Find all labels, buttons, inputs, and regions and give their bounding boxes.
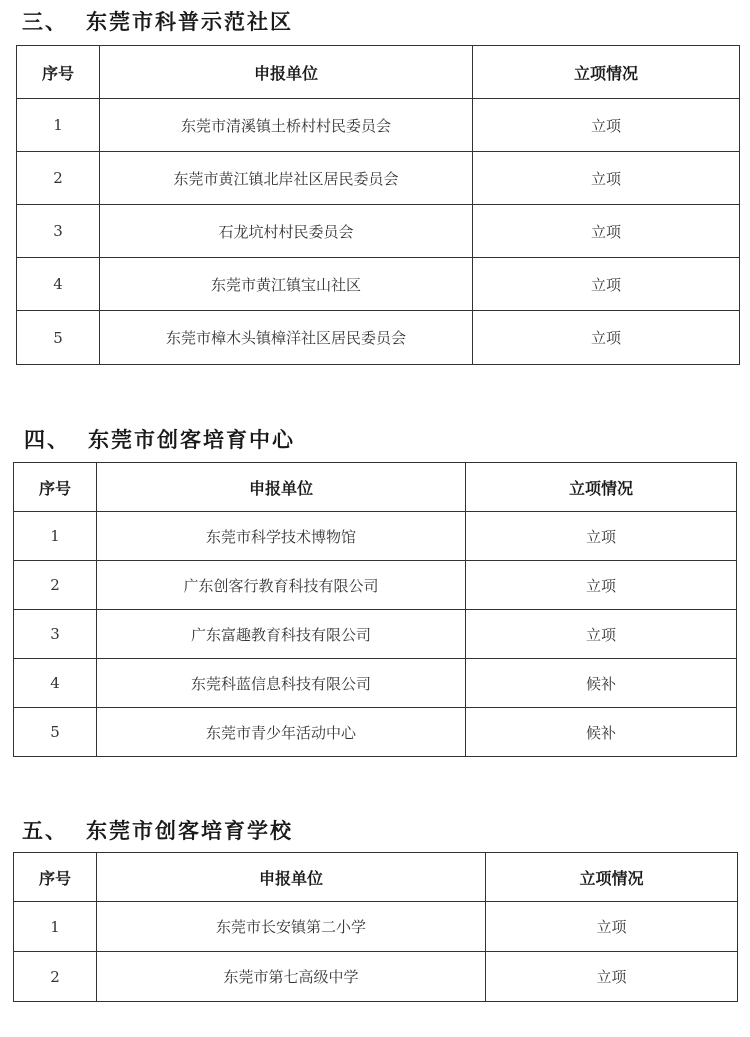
table-header-row bbox=[14, 853, 738, 902]
header-unit: 申报单位 bbox=[97, 853, 486, 902]
table-header-row bbox=[14, 463, 737, 512]
table-maker-school bbox=[13, 852, 738, 1002]
section-title-3 bbox=[22, 6, 293, 36]
row-index: 1 bbox=[17, 99, 100, 152]
row-status: 立项 bbox=[486, 952, 738, 1002]
row-index: 3 bbox=[14, 610, 97, 659]
row-unit: 东莞市长安镇第二小学 bbox=[97, 902, 486, 952]
section-title-5 bbox=[22, 815, 293, 845]
row-index: 1 bbox=[14, 902, 97, 952]
row-status: 立项 bbox=[466, 561, 737, 610]
row-index: 2 bbox=[14, 952, 97, 1002]
row-unit: 东莞市科学技术博物馆 bbox=[97, 512, 466, 561]
table-row bbox=[17, 152, 740, 205]
row-status: 立项 bbox=[473, 99, 740, 152]
row-unit: 东莞市黄江镇宝山社区 bbox=[100, 258, 473, 311]
row-unit: 东莞市青少年活动中心 bbox=[97, 708, 466, 757]
table-row bbox=[14, 708, 737, 757]
table-header-row bbox=[17, 46, 740, 99]
header-status: 立项情况 bbox=[466, 463, 737, 512]
section-number: 五、 bbox=[22, 819, 68, 843]
row-status: 候补 bbox=[466, 708, 737, 757]
row-status: 候补 bbox=[466, 659, 737, 708]
table-row bbox=[14, 610, 737, 659]
row-status: 立项 bbox=[466, 512, 737, 561]
header-unit: 申报单位 bbox=[100, 46, 473, 99]
header-index: 序号 bbox=[14, 853, 97, 902]
row-status: 立项 bbox=[473, 258, 740, 311]
table-row bbox=[14, 902, 738, 952]
row-index: 5 bbox=[17, 311, 100, 365]
table-maker-center bbox=[13, 462, 737, 757]
header-status: 立项情况 bbox=[486, 853, 738, 902]
row-index: 2 bbox=[14, 561, 97, 610]
row-index: 5 bbox=[14, 708, 97, 757]
row-status: 立项 bbox=[486, 902, 738, 952]
section-number: 四、 bbox=[24, 428, 70, 452]
header-status: 立项情况 bbox=[473, 46, 740, 99]
row-index: 3 bbox=[17, 205, 100, 258]
table-row bbox=[14, 952, 738, 1002]
row-unit: 石龙坑村村民委员会 bbox=[100, 205, 473, 258]
header-unit: 申报单位 bbox=[97, 463, 466, 512]
section-title-4 bbox=[24, 424, 295, 454]
table-row bbox=[14, 659, 737, 708]
row-status: 立项 bbox=[473, 205, 740, 258]
row-index: 4 bbox=[14, 659, 97, 708]
row-unit: 广东创客行教育科技有限公司 bbox=[97, 561, 466, 610]
table-row bbox=[17, 258, 740, 311]
section-heading: 东莞市创客培育学校 bbox=[86, 819, 293, 843]
row-unit: 东莞市清溪镇土桥村村民委员会 bbox=[100, 99, 473, 152]
row-index: 4 bbox=[17, 258, 100, 311]
table-science-community bbox=[16, 45, 740, 365]
row-unit: 广东富趣教育科技有限公司 bbox=[97, 610, 466, 659]
header-index: 序号 bbox=[14, 463, 97, 512]
row-unit: 东莞市第七高级中学 bbox=[97, 952, 486, 1002]
table-row bbox=[14, 512, 737, 561]
table-row bbox=[17, 311, 740, 365]
row-unit: 东莞市樟木头镇樟洋社区居民委员会 bbox=[100, 311, 473, 365]
section-heading: 东莞市创客培育中心 bbox=[88, 428, 295, 452]
section-heading: 东莞市科普示范社区 bbox=[86, 10, 293, 34]
row-unit: 东莞市黄江镇北岸社区居民委员会 bbox=[100, 152, 473, 205]
header-index: 序号 bbox=[17, 46, 100, 99]
row-status: 立项 bbox=[473, 152, 740, 205]
table-row bbox=[17, 99, 740, 152]
row-unit: 东莞科蓝信息科技有限公司 bbox=[97, 659, 466, 708]
table-row bbox=[14, 561, 737, 610]
row-status: 立项 bbox=[466, 610, 737, 659]
row-index: 1 bbox=[14, 512, 97, 561]
section-number: 三、 bbox=[22, 10, 68, 34]
table-row bbox=[17, 205, 740, 258]
row-index: 2 bbox=[17, 152, 100, 205]
row-status: 立项 bbox=[473, 311, 740, 365]
